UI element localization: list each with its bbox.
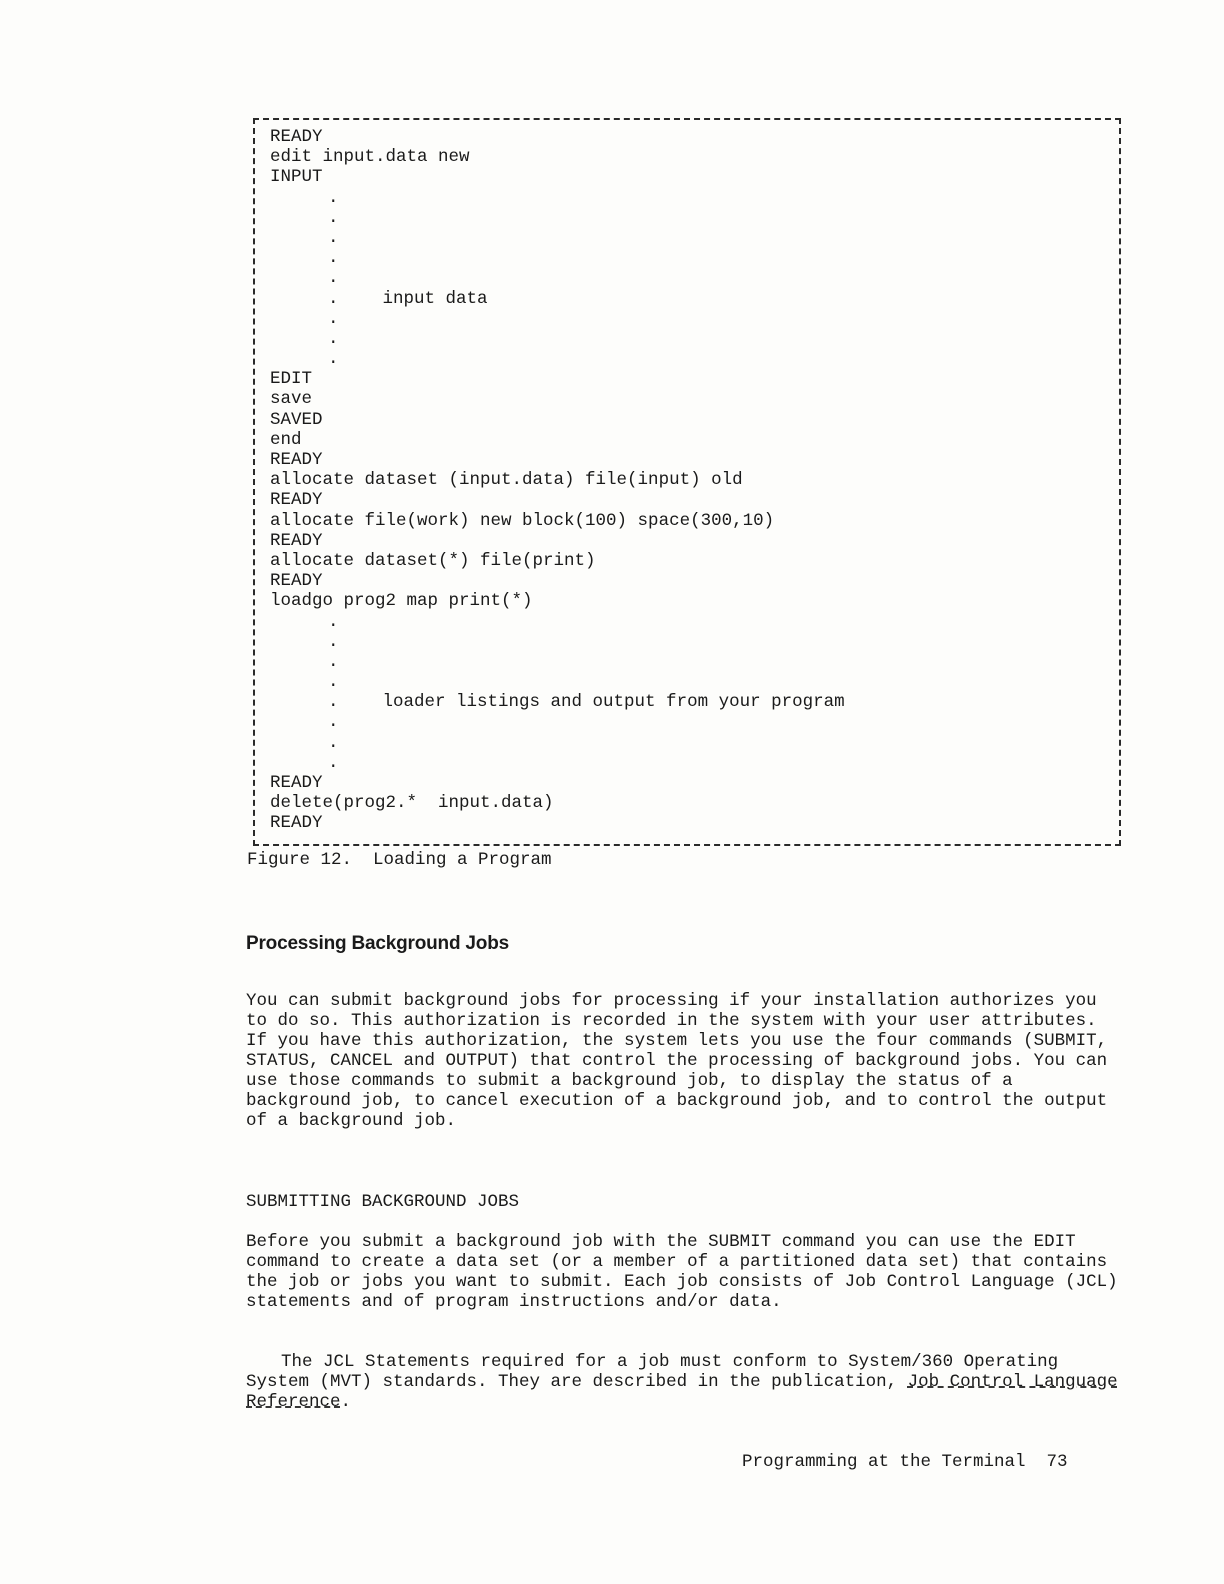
listing-line	[270, 228, 1110, 248]
listing-line	[270, 672, 1110, 692]
listing-text: READY	[270, 490, 323, 511]
listing-line	[270, 268, 1110, 288]
ellipsis-dot: .	[328, 611, 339, 632]
paragraph-jcl	[246, 1352, 1126, 1412]
listing-line	[270, 349, 1110, 369]
listing-line	[270, 490, 1110, 510]
subsection-heading: SUBMITTING BACKGROUND JOBS	[246, 1192, 520, 1212]
listing-text: SAVED	[270, 409, 323, 430]
listing-annotation: input data	[382, 288, 488, 309]
listing-text: allocate dataset(*) file(print)	[270, 550, 596, 571]
ellipsis-dot: .	[328, 187, 339, 208]
listing-text: READY	[270, 530, 323, 551]
paragraph-intro: You can submit background jobs for processing if your installation authorizes you to do so. This authorization is recorded in the system with your user attributes. If you have this authorization, the system lets you use the four commands (SUBMIT, STATUS, CANCEL and OUTPUT) that control the processing of background jobs. You can use those commands to submit a background job, to display the status of a background job, to cancel execution of a background job, and to control the output of a background job.	[246, 991, 1108, 1131]
publication-reference: Job Control Language Reference	[246, 1372, 1118, 1412]
ellipsis-dot: .	[328, 308, 339, 329]
listing-text: loadgo prog2 map print(*)	[270, 591, 533, 612]
listing-line	[270, 813, 1110, 833]
figure-caption: Figure 12. Loading a Program	[247, 850, 552, 870]
listing-line	[270, 167, 1110, 187]
listing-line	[270, 733, 1110, 753]
listing-text: allocate file(work) new block(100) space(300,10)	[270, 510, 775, 531]
ellipsis-dot: .	[328, 752, 339, 773]
listing-line	[270, 652, 1110, 672]
listing-line	[270, 289, 1110, 309]
listing-line	[270, 511, 1110, 531]
listing-text: allocate dataset (input.data) file(input) old	[270, 470, 743, 491]
listing-text: READY	[270, 450, 323, 470]
listing-text: READY	[270, 127, 323, 147]
listing-text: save	[270, 389, 313, 410]
listing-line	[270, 712, 1110, 732]
listing-line	[270, 571, 1110, 591]
ellipsis-dot: .	[328, 651, 339, 672]
listing-line	[270, 612, 1110, 632]
ellipsis-dot: .	[328, 268, 339, 289]
listing-annotation: loader listings and output from your program	[382, 692, 845, 713]
listing-line	[270, 470, 1110, 490]
listing-line	[270, 632, 1110, 652]
listing-text: end	[270, 429, 302, 450]
ellipsis-dot: .	[328, 207, 339, 228]
listing-line	[270, 450, 1110, 470]
ellipsis-dot: .	[328, 631, 339, 652]
terminal-session-listing	[270, 127, 1110, 834]
listing-line	[270, 248, 1110, 268]
ellipsis-dot: .	[328, 288, 339, 309]
ellipsis-dot: .	[328, 732, 339, 753]
listing-line	[270, 753, 1110, 773]
listing-line	[270, 208, 1110, 228]
listing-line	[270, 773, 1110, 793]
ellipsis-dot: .	[328, 328, 339, 349]
page-footer: Programming at the Terminal 73	[742, 1452, 1068, 1472]
ellipsis-dot: .	[328, 349, 339, 370]
listing-line	[270, 188, 1110, 208]
listing-text: READY	[270, 813, 323, 834]
listing-line	[270, 127, 1110, 147]
listing-line	[270, 430, 1110, 450]
listing-line	[270, 551, 1110, 571]
ellipsis-dot: .	[328, 672, 339, 693]
paragraph-jcl-text: The JCL Statements required for a job must conform to System/360 Operating System (MVT) standards. They are described in the publication,	[246, 1352, 1059, 1392]
listing-line	[270, 369, 1110, 389]
listing-line	[270, 309, 1110, 329]
listing-line	[270, 692, 1110, 712]
listing-line	[270, 329, 1110, 349]
ellipsis-dot: .	[328, 227, 339, 248]
listing-line	[270, 410, 1110, 430]
ellipsis-dot: .	[328, 712, 339, 733]
paragraph-jcl-end: .	[340, 1392, 352, 1412]
listing-line	[270, 531, 1110, 551]
listing-line	[270, 591, 1110, 611]
listing-text: READY	[270, 773, 323, 793]
section-heading: Processing Background Jobs	[246, 933, 509, 954]
paragraph-submit: Before you submit a background job with the SUBMIT command you can use the EDIT command to create a data set (or a member of a partitioned data set) that contains the job or jobs you want to submit. Each job consists of Job Control Language (JCL) statements and of program instructions and/or data.	[246, 1232, 1118, 1312]
listing-line	[270, 147, 1110, 167]
listing-text: INPUT	[270, 167, 323, 188]
listing-text: delete(prog2.* input.data)	[270, 793, 554, 814]
ellipsis-dot: .	[328, 692, 339, 713]
ellipsis-dot: .	[328, 248, 339, 269]
listing-line	[270, 793, 1110, 813]
listing-text: EDIT	[270, 369, 313, 390]
listing-text: edit input.data new	[270, 147, 470, 168]
listing-line	[270, 389, 1110, 409]
listing-text: READY	[270, 571, 323, 592]
